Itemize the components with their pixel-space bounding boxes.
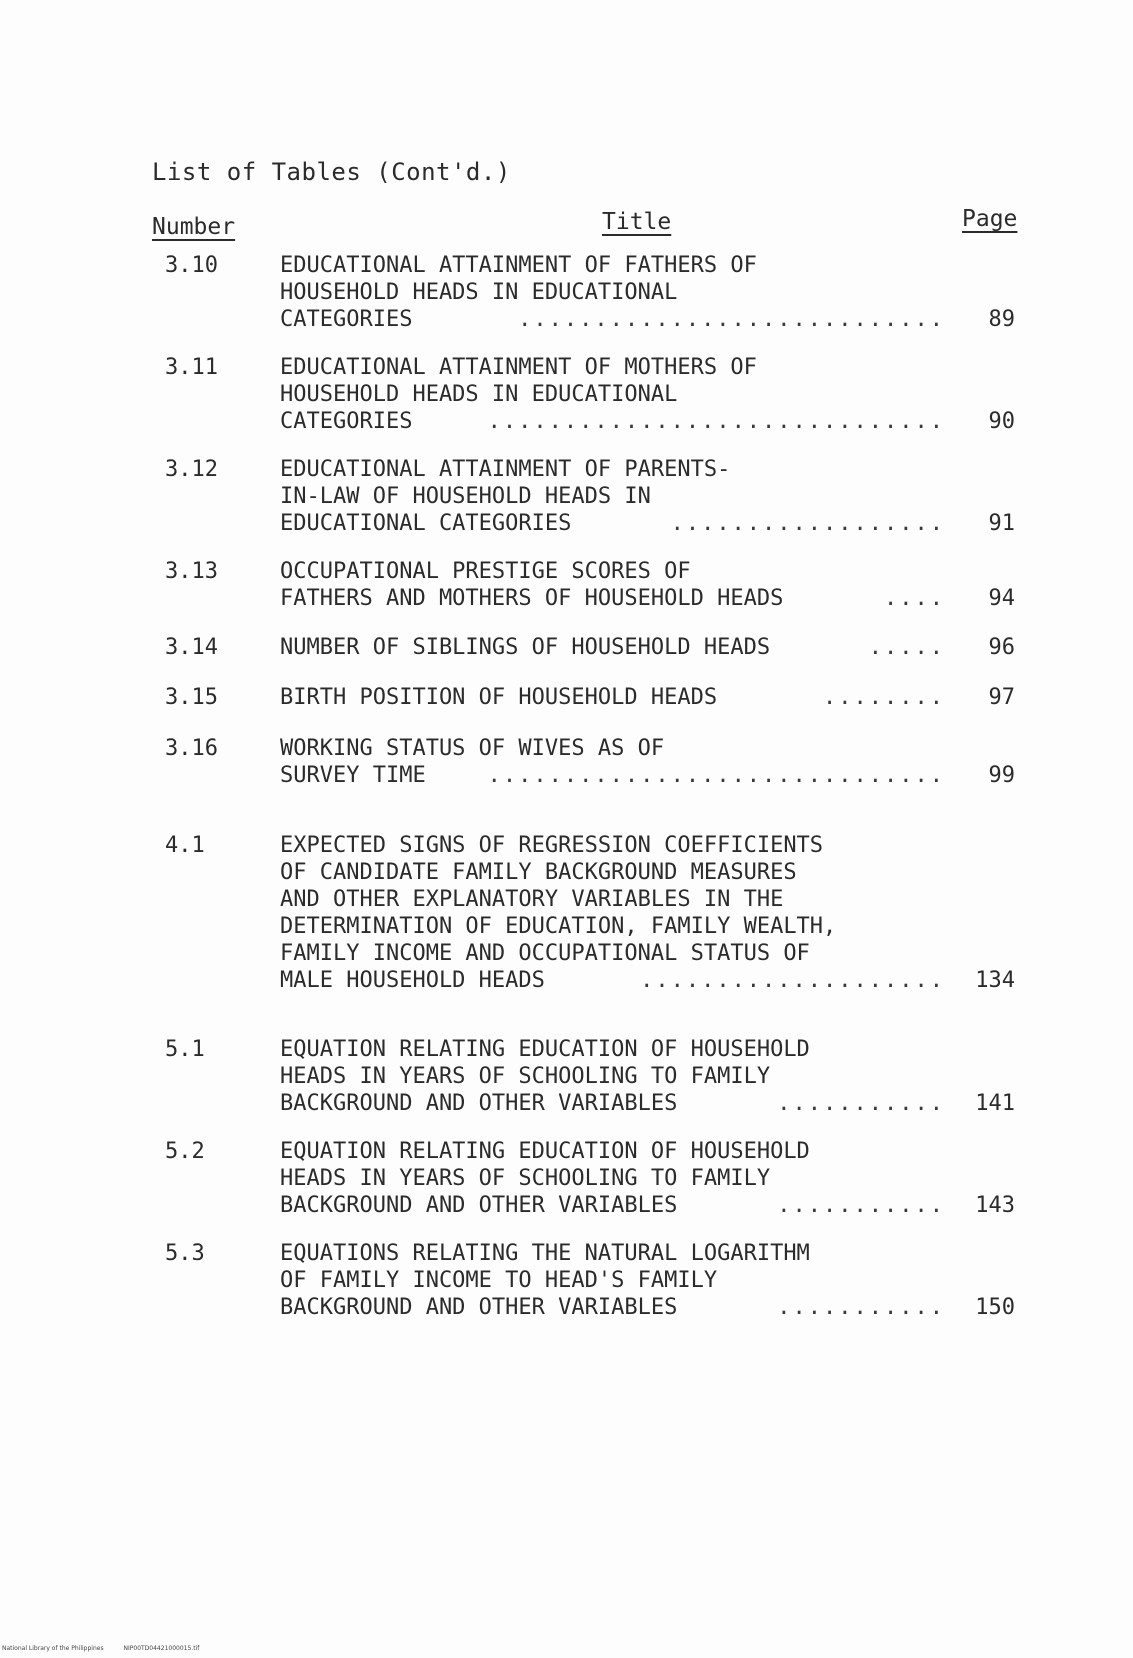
table-entry (165, 456, 1035, 537)
table-entry (165, 684, 1035, 711)
entry-dot-leader: ........... (777, 1193, 945, 1218)
entry-number: 3.16 (165, 736, 218, 761)
entry-page-number: 134 (975, 968, 1015, 993)
entry-title: EQUATION RELATING EDUCATION OF HOUSEHOLD HEADS IN YEARS OF SCHOOLING TO FAMILY BACKGROUND AND OTHER VARIABLES (280, 1139, 810, 1218)
entry-title: NUMBER OF SIBLINGS OF HOUSEHOLD HEADS (280, 635, 771, 660)
entry-number: 3.12 (165, 457, 218, 482)
table-entry (165, 1036, 1035, 1117)
entry-page-number: 89 (988, 307, 1015, 332)
entry-page-number: 99 (988, 763, 1015, 788)
entry-title: EQUATION RELATING EDUCATION OF HOUSEHOLD HEADS IN YEARS OF SCHOOLING TO FAMILY BACKGROUND AND OTHER VARIABLES (280, 1037, 810, 1116)
table-entry (165, 735, 1035, 789)
entry-title: EDUCATIONAL ATTAINMENT OF FATHERS OF HOUSEHOLD HEADS IN EDUCATIONAL CATEGORIES (280, 253, 757, 332)
footer-file-id: NIP00TD04421000015.tif (123, 1645, 200, 1652)
entry-title: EQUATIONS RELATING THE NATURAL LOGARITHM OF FAMILY INCOME TO HEAD'S FAMILY BACKGROUND AND OTHER VARIABLES (280, 1241, 810, 1320)
entry-dot-leader: .... (884, 586, 945, 611)
entry-number: 3.13 (165, 559, 218, 584)
entry-dot-leader: .................... (640, 968, 945, 993)
entry-dot-leader: ........ (823, 685, 945, 710)
entry-page-number: 91 (988, 511, 1015, 536)
entry-page-number: 97 (988, 685, 1015, 710)
entry-number: 3.15 (165, 685, 218, 710)
entry-page-number: 96 (988, 635, 1015, 660)
table-entry (165, 558, 1035, 612)
entry-dot-leader: ........... (777, 1091, 945, 1116)
entry-dot-leader: ........... (777, 1295, 945, 1320)
entry-title: EDUCATIONAL ATTAINMENT OF PARENTS- IN-LAW OF HOUSEHOLD HEADS IN EDUCATIONAL CATEGORIES (280, 457, 731, 536)
table-entry (165, 252, 1035, 333)
column-header-page: Page (962, 206, 1018, 232)
entry-dot-leader: .............................. (487, 763, 945, 788)
entry-dot-leader: ............................ (518, 307, 945, 332)
entry-number: 3.11 (165, 355, 218, 380)
entry-number: 5.2 (165, 1139, 205, 1164)
entry-page-number: 90 (988, 409, 1015, 434)
entry-number: 3.14 (165, 635, 218, 660)
entry-title: WORKING STATUS OF WIVES AS OF SURVEY TIME (280, 736, 665, 788)
entry-number: 3.10 (165, 253, 218, 278)
entry-title: OCCUPATIONAL PRESTIGE SCORES OF FATHERS AND MOTHERS OF HOUSEHOLD HEADS (280, 559, 784, 611)
entry-dot-leader: .............................. (487, 409, 945, 434)
entry-dot-leader: .................. (670, 511, 945, 536)
column-header-number: Number (152, 214, 236, 240)
entry-title: EXPECTED SIGNS OF REGRESSION COEFFICIENTS OF CANDIDATE FAMILY BACKGROUND MEASURES AND OTHER EXPLANATORY VARIABLES IN THE DETERMINATION OF EDUCATION, FAMILY WEALTH, FAMILY INCOME AND OCCUPATIONAL STATUS OF MALE HOUSEHOLD HEADS (280, 833, 837, 993)
page-heading: List of Tables (Cont'd.) (152, 158, 511, 186)
column-header-title: Title (602, 209, 672, 235)
table-entry (165, 1240, 1035, 1321)
entry-page-number: 141 (975, 1091, 1015, 1116)
footer-library-name: National Library of the Philippines (2, 1645, 104, 1652)
table-entry (165, 1138, 1035, 1219)
entry-page-number: 143 (975, 1193, 1015, 1218)
entry-dot-leader: ..... (868, 635, 945, 660)
entry-number: 4.1 (165, 833, 205, 858)
entry-number: 5.3 (165, 1241, 205, 1266)
entry-title: BIRTH POSITION OF HOUSEHOLD HEADS (280, 685, 718, 710)
table-entry (165, 354, 1035, 435)
scan-footer (2, 1645, 217, 1652)
table-entry (165, 634, 1035, 661)
table-entry (165, 832, 1035, 994)
entry-number: 5.1 (165, 1037, 205, 1062)
entry-title: EDUCATIONAL ATTAINMENT OF MOTHERS OF HOUSEHOLD HEADS IN EDUCATIONAL CATEGORIES (280, 355, 757, 434)
entry-page-number: 150 (975, 1295, 1015, 1320)
entry-page-number: 94 (988, 586, 1015, 611)
